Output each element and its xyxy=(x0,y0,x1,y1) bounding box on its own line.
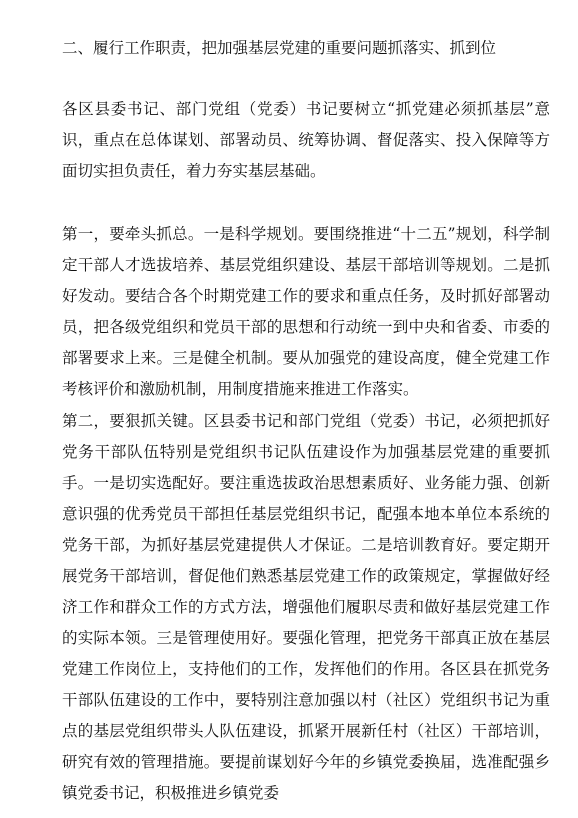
paragraph-first: 第一，要牵头抓总。一是科学规划。要围绕推进“十二五”规划，科学制定干部人才选拔培养、基层党组织建设、基层干部培训等规划。二是抓好发动。要结合各个时期党建工作的要求和重点任务，及时抓好部署动员，把各级党组织和党员干部的思想和行动统一到中央和省委、市委的部署要求上来。三是健全机制。要从加强党的建设高度，健全党建工作考核评价和激励机制，用制度措施来推进工作落实。 xyxy=(62,225,550,398)
section-heading: 二、履行工作职责，把加强基层党建的重要问题抓落实、抓到位 xyxy=(62,39,497,57)
paragraph-intro: 各区县委书记、部门党组（党委）书记要树立“抓党建必须抓基层”意识，重点在总体谋划、部署动员、统筹协调、督促落实、投入保障等方面切实担负责任，着力夯实基层基础。 xyxy=(62,100,550,180)
paragraph-second: 第二，要狠抓关键。区县委书记和部门党组（党委）书记，必须把抓好党务干部队伍特别是党组织书记队伍建设作为加强基层党建的重要抓手。一是切实选配好。要注重选拔政治思想素质好、业务能力强、创新意识强的优秀党员干部担任基层党组织书记，配强本地本单位本系统的党务干部，为抓好基层党建提供人才保证。二是培训教育好。要定期开展党务干部培训，督促他们熟悉基层党建工作的政策规定，掌握做好经济工作和群众工作的方式方法，增强他们履职尽责和做好基层党建工作的实际本领。三是管理使用好。要强化管理，把党务干部真正放在基层党建工作岗位上，支持他们的工作，发挥他们的作用。各区县在抓党务干部队伍建设的工作中，要特别注意加强以村（社区）党组织书记为重点的基层党组织带头人队伍建设，抓紧开展新任村（社区）干部培训，研究有效的管理措施。要提前谋划好今年的乡镇党委换届，选准配强乡镇党委书记，积极推进乡镇党委 xyxy=(62,412,550,802)
